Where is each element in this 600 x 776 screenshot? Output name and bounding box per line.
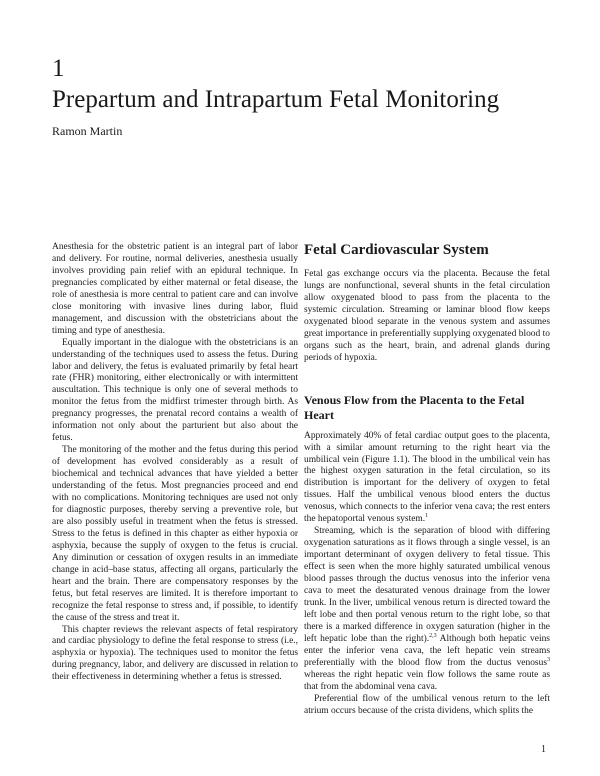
subsection-paragraph-3: Preferential flow of the umbilical venous return to the left atrium occurs because of the crista dividens, which splits the (304, 693, 550, 716)
intro-paragraph-4: This chapter reviews the relevant aspects of fetal respiratory and cardiac physiology to define the fetal response to stress (i.e., asphyxia or hypoxia). The techniques used to monitor the fetus during pregnancy, labor, and delivery are discussed in relation to their effectiveness in determining whether a fetus is stressed. (52, 624, 298, 683)
citation-ref: 2,3 (429, 632, 437, 639)
intro-paragraph-1: Anesthesia for the obstetric patient is an integral part of labor and delivery. For routine, normal deliveries, anesthesia usually involves providing pain relief with an epidural technique. In pregnancies complicated by either maternal or fetal disease, the role of anesthesia is more central to patient care and can involve close monitoring with invasive lines during labor, fluid management, and discussion with the obstetricians about the timing and type of anesthesia. (52, 242, 298, 336)
chapter-title: Prepartum and Intrapartum Fetal Monitoring (52, 86, 500, 113)
subsection-paragraph-1-text: Approximately 40% of fetal cardiac output goes to the placenta, with a similar amount returning to the right heart via the umbilical vein (Figure 1.1). The blood in the umbilical vein has the highest oxygen saturation in the fetal circulation, so its distribution is important for the delivery of oxygen to fetal tissues. Half the umbilical venous blood enters the ductus venosus, which connects to the inferior vena cava; the rest enters the hepatoportal venous system. (304, 430, 550, 525)
subsection-paragraph-2 (304, 526, 550, 693)
citation-ref: 3 (547, 656, 550, 663)
right-column (304, 242, 550, 718)
section-paragraph: Fetal gas exchange occurs via the placenta. Because the fetal lungs are nonfunctional, several shunts in the fetal circulation allow oxygenated blood to pass from the placenta to the systemic circulation. Streaming or laminar blood flow keeps oxygenated blood separate in the venous system and assumes great importance in preferentially supplying oxygenated blood to organs such as the heart, brain, and adrenal glands during periods of hypoxia. (304, 269, 550, 363)
subsection-paragraph-2-text-a: Streaming, which is the separation of blood with differing oxygenation saturations as it flows through a single vessel, is an important determinant of oxygen delivery to fetal tissue. This effect is seen when the more highly saturated umbilical venous blood passes through the ductus venosus into the inferior vena cava to meet the desaturated venous drainage from the lower trunk. In the liver, umbilical venous return is directed toward the left lobe and then portal venous return to the right lobe, so that there is a marked difference in oxygen saturation (higher in the left hepatic lobe than the right). (304, 526, 550, 644)
citation-ref: 1 (425, 513, 429, 520)
left-column (52, 242, 298, 684)
subsection-paragraph-1 (304, 431, 550, 527)
author-name: Ramon Martin (52, 124, 123, 138)
subsection-paragraph-2-text-c: whereas the right hepatic vein flow follows the same route as that from the abdominal vena cava. (304, 669, 550, 692)
subsection-paragraph-2-text-b: Although both hepatic veins enter the inferior vena cava, the left hepatic vein streams preferentially with the blood flow from the ductus venosus (304, 633, 550, 668)
intro-paragraph-3: The monitoring of the mother and the fetus during this period of development has evolved considerably as a result of biochemical and technical advances that have yielded a better understanding of the fetus. Most pregnancies proceed and end with no complications. Monitoring techniques are used not only for diagnostic purposes, thereby serving a preventive role, but are also possibly useful in treatment when the fetus is stressed. Stress to the fetus is defined in this chapter as either hypoxia or asphyxia, because the supply of oxygen to the fetus is crucial. Any diminution or cessation of oxygen results in an immediate change in acid–base status, affecting all organs, particularly the heart and the brain. There are compensatory responses by the fetus, but fetal reserves are limited. It is therefore important to recognize the fetal response to stress and, if possible, to identify the cause of the stress and treat it. (52, 445, 298, 623)
page-number: 1 (541, 744, 546, 755)
chapter-number: 1 (52, 55, 65, 82)
intro-paragraph-2: Equally important in the dialogue with the obstetricians is an understanding of the techniques used to assess the fetus. During labor and delivery, the fetus is evaluated primarily by fetal heart rate (FHR) monitoring, either electronically or with intermittent auscultation. This technique is only one of several methods to monitor the fetus from the midfirst trimester through birth. As pregnancy progresses, the prenatal record contains a wealth of information not only about the parturient but also about the fetus. (52, 337, 298, 444)
section-heading: Fetal Cardiovascular System (304, 242, 489, 258)
subsection-heading: Venous Flow from the Placenta to the Fetal Heart (304, 392, 525, 423)
